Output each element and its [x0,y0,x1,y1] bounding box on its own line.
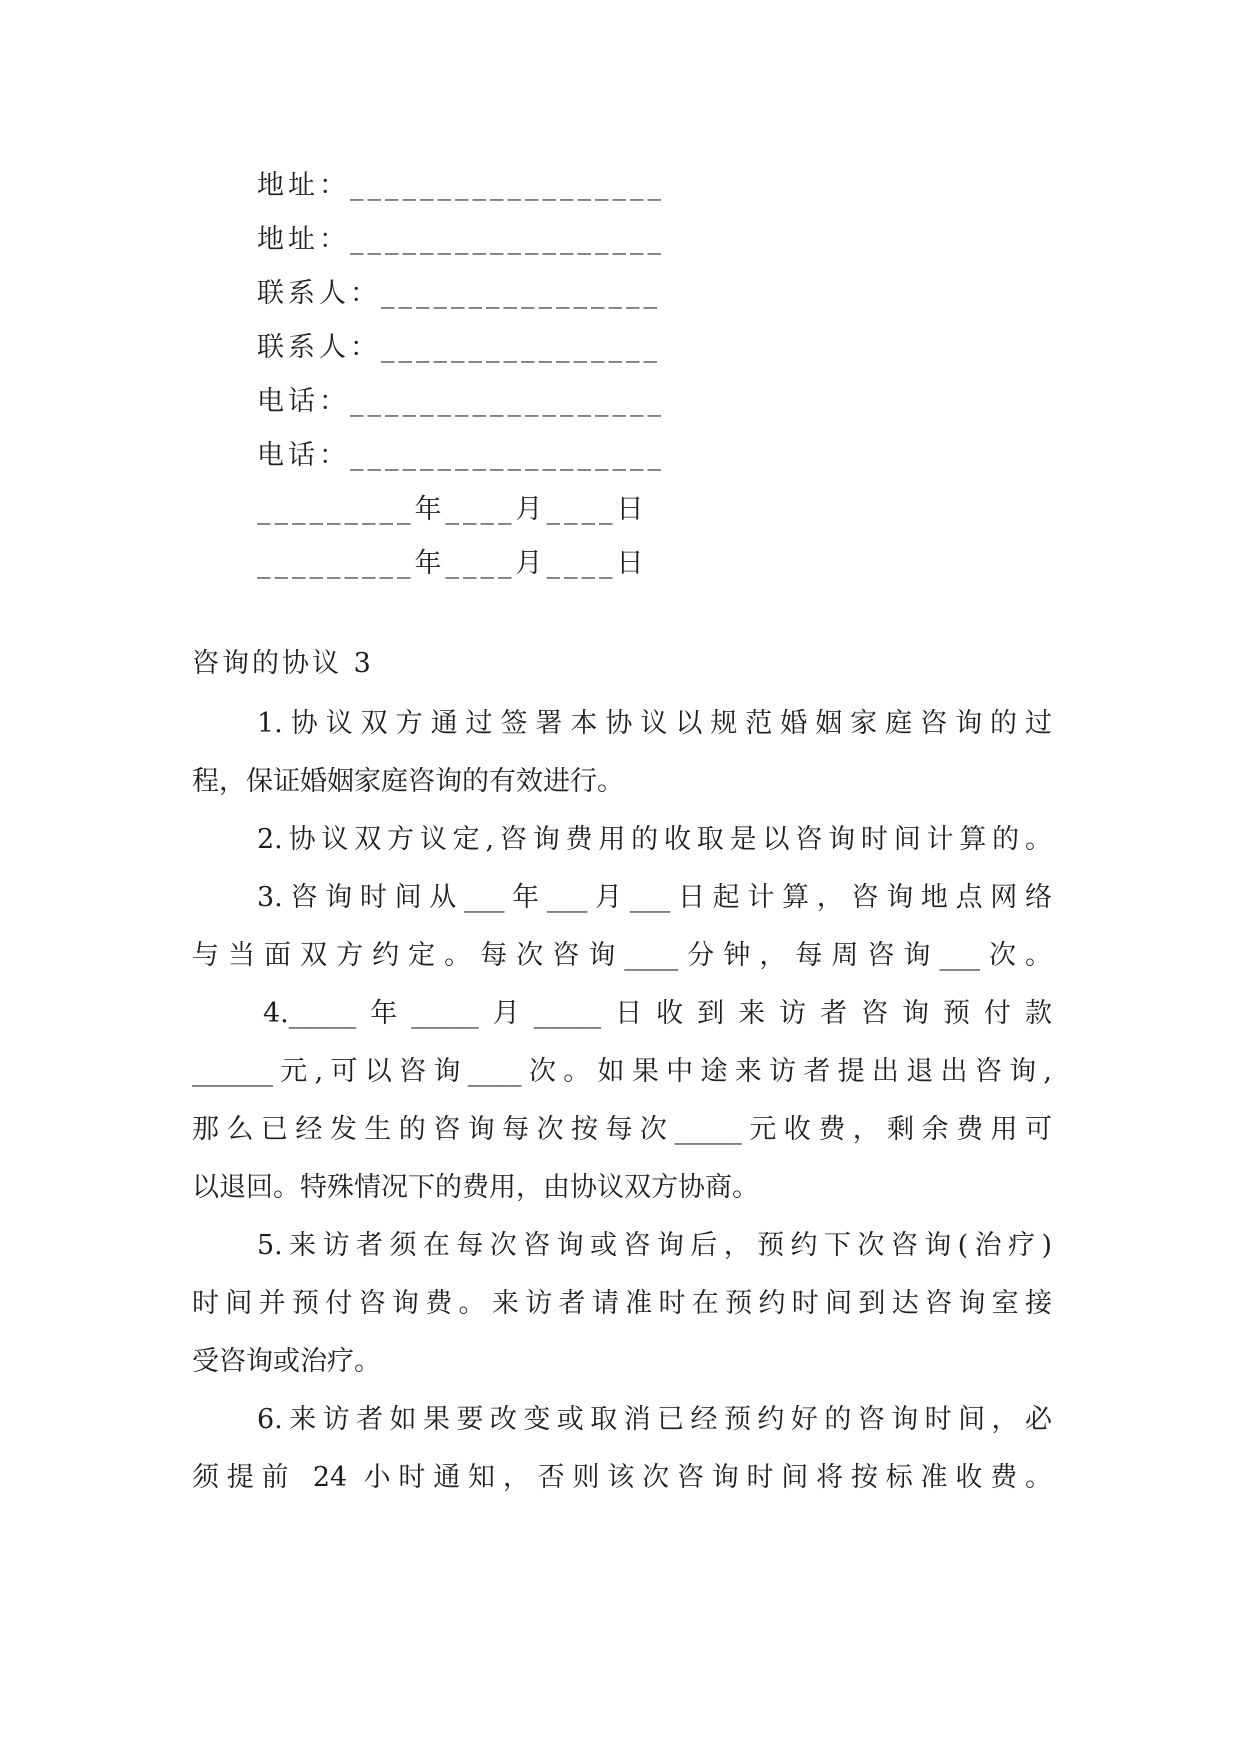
clause-4-line-2: ______元,可以咨询____次。如果中途来访者提出退出咨询, [192,1056,1052,1087]
clause-5-line-1: 5.来访者须在每次咨询或咨询后，预约下次咨询(治疗) [257,1230,1052,1261]
address-field-party-a: 地址：__________________ [257,170,665,201]
clause-1-line-1: 1.协议双方通过签署本协议以规范婚姻家庭咨询的过 [257,708,1052,739]
clause-2-line-1: 2.协议双方议定,咨询费用的收取是以咨询时间计算的。 [257,824,1052,855]
contact-field-party-b: 联系人：________________ [257,332,661,363]
clause-4-line-1: 4._____年_____月_____日收到来访者咨询预付款 [263,998,1052,1029]
address-field-party-b: 地址：__________________ [257,224,665,255]
clause-4-line-4: 以退回。特殊情况下的费用，由协议双方协商。 [192,1172,759,1203]
clause-6-line-2: 须提前 24 小时通知，否则该次咨询时间将按标准收费。 [192,1462,1052,1493]
clause-5-line-3: 受咨询或治疗。 [192,1346,381,1377]
section-heading: 咨询的协议 3 [192,648,374,679]
contact-field-party-a: 联系人：________________ [257,278,661,309]
date-field-party-a: _________年____月____日 [257,494,648,525]
phone-field-party-a: 电话：__________________ [257,386,665,417]
clause-4-line-3: 那么已经发生的咨询每次按每次_____元收费，剩余费用可 [192,1114,1052,1145]
clause-6-line-1: 6.来访者如果要改变或取消已经预约好的咨询时间，必 [257,1404,1052,1435]
clause-5-line-2: 时间并预付咨询费。来访者请准时在预约时间到达咨询室接 [192,1288,1052,1319]
clause-3-line-2: 与当面双方约定。每次咨询____分钟，每周咨询___次。 [192,940,1052,971]
date-field-party-b: _________年____月____日 [257,548,648,579]
phone-field-party-b: 电话：__________________ [257,440,665,471]
clause-1-line-2: 程，保证婚姻家庭咨询的有效进行。 [192,766,624,797]
clause-3-line-1: 3.咨询时间从___年___月___日起计算，咨询地点网络 [257,882,1052,913]
